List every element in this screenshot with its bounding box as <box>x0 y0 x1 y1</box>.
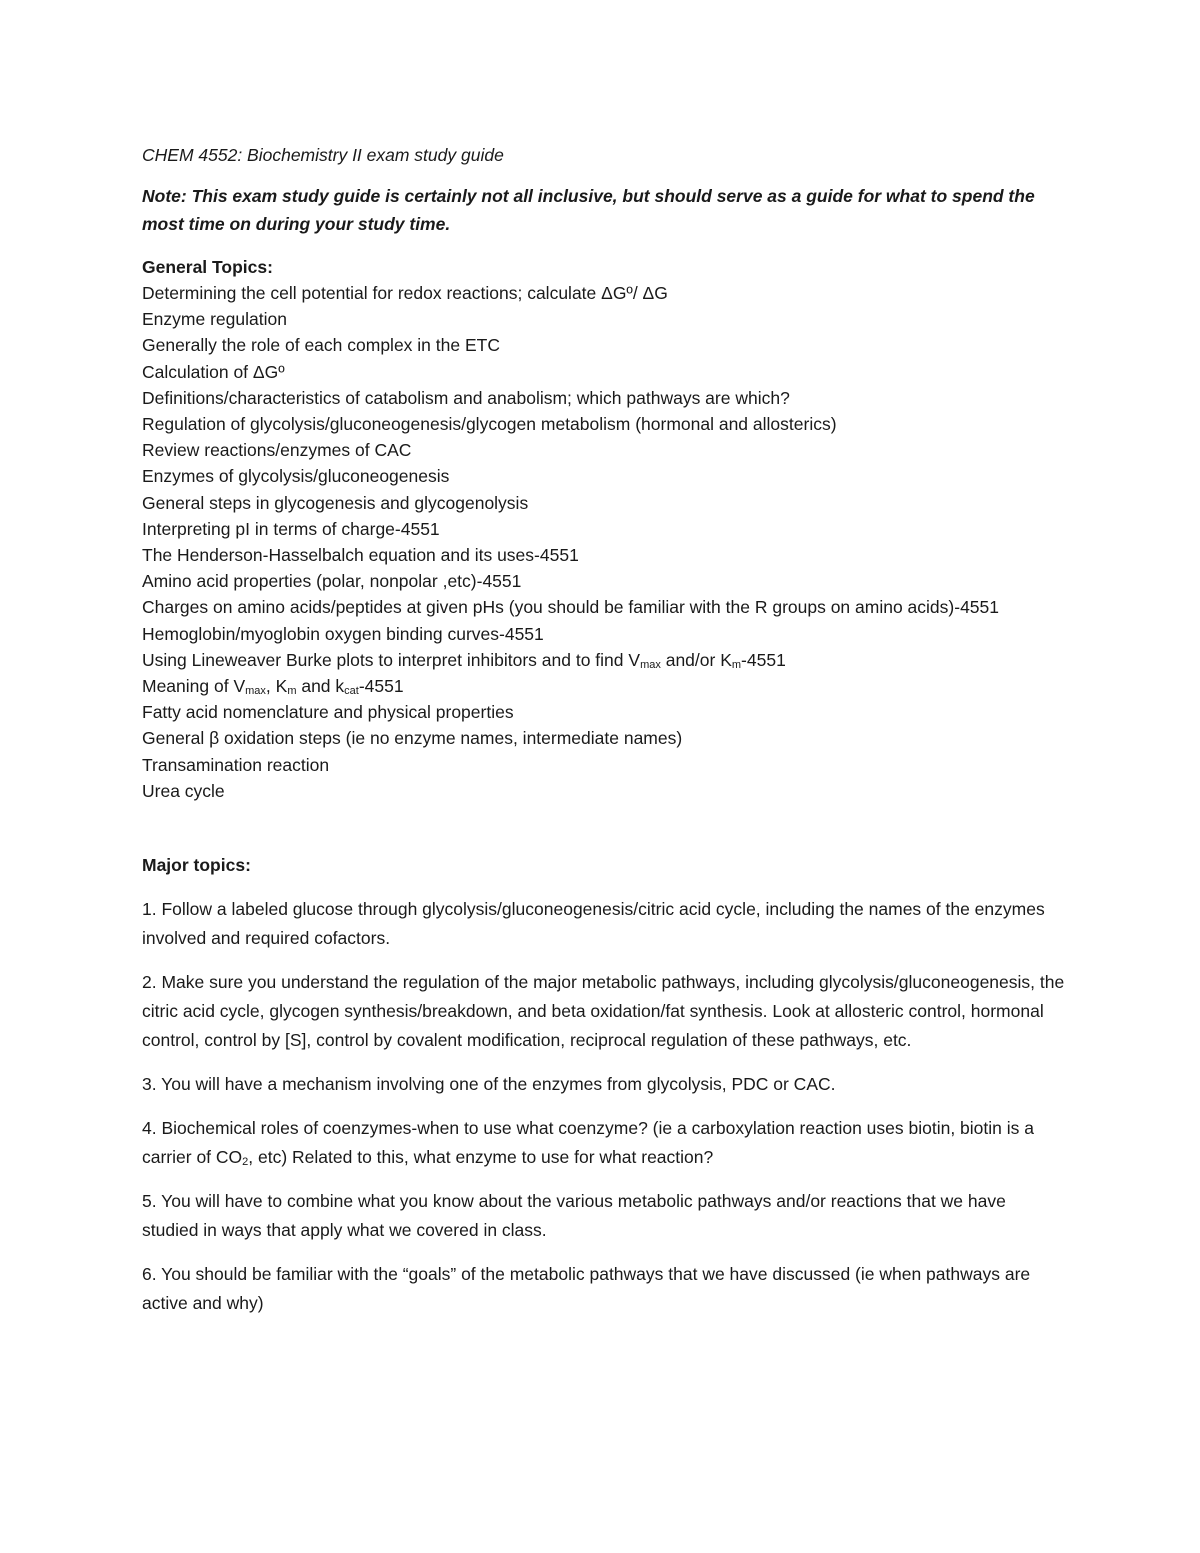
general-topic-item: Calculation of ΔGº <box>142 361 285 382</box>
kcat-subscript: cat <box>344 685 359 698</box>
general-topic-item: Determining the cell potential for redox reactions; calculate ΔGº/ ΔG <box>142 283 668 303</box>
general-topics-list <box>142 280 1067 804</box>
general-topic-item: Interpreting pI in terms of charge-4551 <box>142 518 440 539</box>
lineweaver-text: Using Lineweaver Burke plots to interpret inhibitors and to find V <box>142 649 641 670</box>
general-topic-item: Review reactions/enzymes of CAC <box>142 440 412 461</box>
general-topic-item: Charges on amino acids/peptides at given pHs (you should be familiar with the R groups on amino acids)-4551 <box>142 597 999 618</box>
km-subscript: m <box>287 685 297 698</box>
major-topic-item: 2. Make sure you understand the regulation of the major metabolic pathways, including glycolysis/gluconeogenesis, the citric acid cycle, glycogen synthesis/breakdown, and beta oxidation/fat synthesis. Look at allosteric control, hormonal control, control by [S], control by covalent modification, reciprocal regulation of these pathways, etc. <box>142 972 1065 1051</box>
major-topics-list <box>142 895 1067 1318</box>
coenzymes-text: , etc) Related to this, what enzyme to use for what reaction? <box>248 1147 714 1168</box>
study-guide-note: Note: This exam study guide is certainly not all inclusive, but should serve as a guide for what to spend the most time on during your study time. <box>142 186 1035 234</box>
general-topic-item: General β oxidation steps (ie no enzyme names, intermediate names) <box>142 728 683 749</box>
general-topic-item: Enzyme regulation <box>142 309 287 330</box>
major-topic-item: 5. You will have to combine what you know about the various metabolic pathways and/or reactions that we have studied in ways that apply what we covered in class. <box>142 1191 1006 1241</box>
general-topic-item: Definitions/characteristics of catabolism and anabolism; which pathways are which? <box>142 387 790 408</box>
vmax-subscript: max <box>640 658 661 671</box>
km-subscript: m <box>731 658 742 671</box>
major-topic-item: 1. Follow a labeled glucose through glycolysis/gluconeogenesis/citric acid cycle, including the names of the enzymes involved and required cofactors. <box>142 899 1045 949</box>
coenzymes-text: 4. Biochemical roles of coenzymes-when to use what coenzyme? (ie a carboxylation reaction uses biotin, biotin is a carrier of CO <box>142 1118 1034 1168</box>
vmax-subscript: max <box>245 685 266 698</box>
general-topic-item: Hemoglobin/myoglobin oxygen binding curves-4551 <box>142 623 544 644</box>
general-topic-item: Transamination reaction <box>142 754 330 775</box>
meaning-text: -4551 <box>358 676 404 697</box>
document-title: CHEM 4552: Biochemistry II exam study guide <box>142 145 504 165</box>
major-topic-item: 3. You will have a mechanism involving one of the enzymes from glycolysis, PDC or CAC. <box>142 1074 836 1095</box>
general-topics-heading: General Topics: <box>142 257 273 277</box>
general-topic-item: Urea cycle <box>142 780 225 801</box>
general-topic-item-meaning <box>142 673 1067 699</box>
lineweaver-text: -4551 <box>741 649 786 670</box>
co2-subscript: 2 <box>242 1156 249 1169</box>
document-body <box>142 142 1067 1333</box>
general-topic-item: Enzymes of glycolysis/gluconeogenesis <box>142 466 450 487</box>
meaning-text: and k <box>296 676 345 697</box>
general-topic-item: Generally the role of each complex in the ETC <box>142 335 500 356</box>
major-topics-heading: Major topics: <box>142 855 251 876</box>
general-topic-item: General steps in glycogenesis and glycogenolysis <box>142 492 529 513</box>
general-topic-item: The Henderson-Hasselbalch equation and its uses-4551 <box>142 545 579 566</box>
meaning-text: , K <box>265 676 288 697</box>
major-topic-item: 6. You should be familiar with the “goals” of the metabolic pathways that we have discussed (ie when pathways are active and why) <box>142 1264 1031 1314</box>
meaning-text: Meaning of V <box>142 676 246 697</box>
general-topic-item-lineweaver <box>142 647 1067 673</box>
lineweaver-text: and/or K <box>660 649 732 670</box>
major-topic-item-coenzymes <box>142 1114 1067 1172</box>
general-topic-item: Regulation of glycolysis/gluconeogenesis/glycogen metabolism (hormonal and allosterics) <box>142 414 837 435</box>
general-topic-item: Fatty acid nomenclature and physical properties <box>142 702 514 723</box>
general-topic-item: Amino acid properties (polar, nonpolar ,etc)-4551 <box>142 571 522 592</box>
